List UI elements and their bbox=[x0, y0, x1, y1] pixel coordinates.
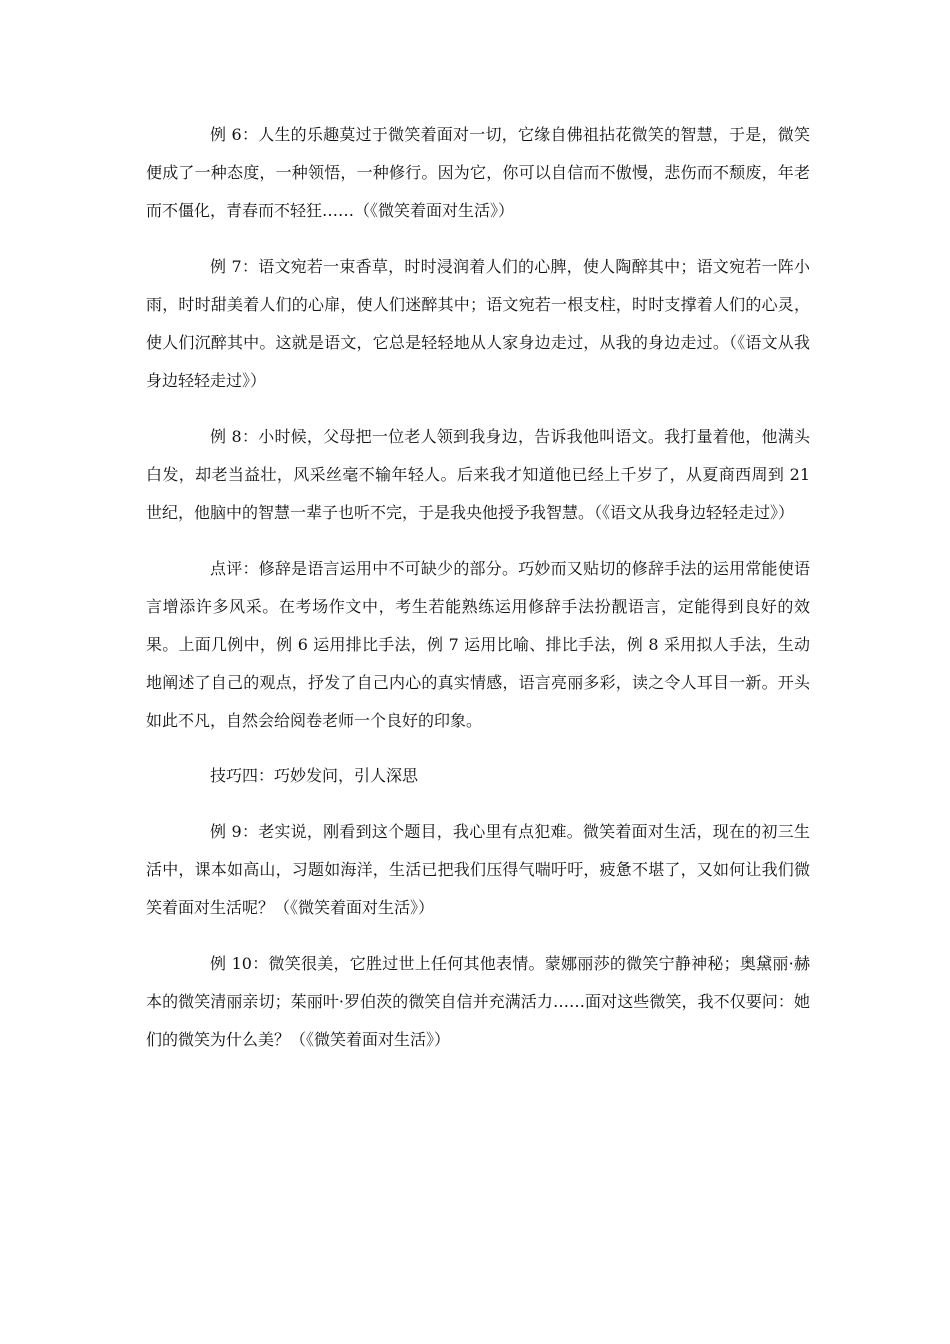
commentary-paragraph: 点评：修辞是语言运用中不可缺少的部分。巧妙而又贴切的修辞手法的运用常能使语言增添许多风采。在考场作文中，考生若能熟练运用修辞手法扮靓语言，定能得到良好的效果。上面几例中，例 6 运用排比手法，例 7 运用比喻、排比手法，例 8 采用拟人手法，生动地阐述了自己的观点，抒发了自己内心的真实情感，语言亮丽多彩，读之令人耳目一新。开头如此不凡，自然会给阅卷老师一个良好的印象。 bbox=[146, 559, 810, 730]
example-8-paragraph: 例 8：小时候，父母把一位老人领到我身边，告诉我他叫语文。我打量着他，他满头白发，却老当益壮，风采丝毫不输年轻人。后来我才知道他已经上千岁了，从夏商西周到 21 世纪，他脑中的智慧一辈子也听不完，于是我央他授予我智慧。（《语文从我身边轻轻走过》） bbox=[146, 427, 810, 522]
example-7-paragraph: 例 7：语文宛若一束香草，时时浸润着人们的心脾，使人陶醉其中；语文宛若一阵小雨，时时甜美着人们的心扉，使人们迷醉其中；语文宛若一根支柱，时时支撑着人们的心灵，使人们沉醉其中。这就是语文，它总是轻轻地从人家身边走过，从我的身边走过。（《语文从我身边轻轻走过》） bbox=[146, 257, 810, 390]
example-10-paragraph: 例 10：微笑很美，它胜过世上任何其他表情。蒙娜丽莎的微笑宁静神秘；奥黛丽·赫本的微笑清丽亲切；茱丽叶·罗伯茨的微笑自信并充满活力……面对这些微笑，我不仅要问：她们的微笑为什么美？（《微笑着面对生活》） bbox=[146, 954, 810, 1049]
document-body bbox=[146, 116, 810, 1059]
example-9-paragraph: 例 9：老实说，刚看到这个题目，我心里有点犯难。微笑着面对生活，现在的初三生活中，课本如高山，习题如海洋，生活已把我们压得气喘吁吁，疲惫不堪了，又如何让我们微笑着面对生活呢？（《微笑着面对生活》） bbox=[146, 822, 810, 917]
example-6-paragraph: 例 6：人生的乐趣莫过于微笑着面对一切，它缘自佛祖拈花微笑的智慧，于是，微笑便成了一种态度，一种领悟，一种修行。因为它，你可以自信而不傲慢，悲伤而不颓废，年老而不僵化，青春而不轻狂……（《微笑着面对生活》） bbox=[146, 125, 810, 220]
technique-4-heading: 技巧四：巧妙发问，引人深思 bbox=[210, 766, 419, 785]
